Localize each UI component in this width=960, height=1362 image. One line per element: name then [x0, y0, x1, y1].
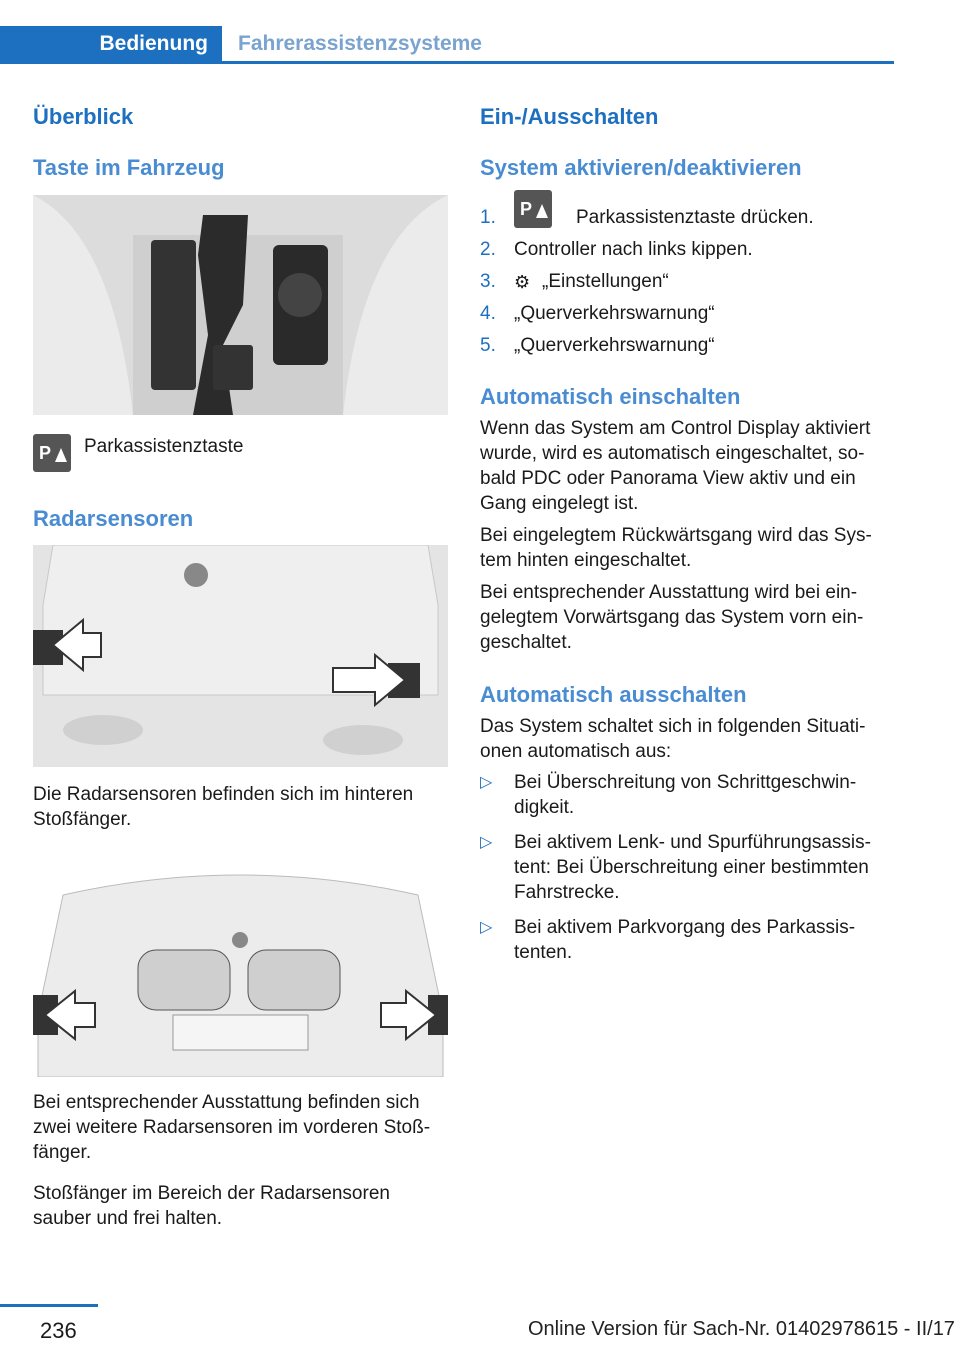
park-assist-icon — [33, 434, 71, 472]
auto-off-intro: Das System schaltet sich in folgenden Situati-onen automatisch aus: — [480, 716, 866, 762]
step-number: 3. — [480, 271, 496, 292]
auto-on-paragraph-1: Wenn das System am Control Display aktiviert wurde, wird es automatisch eingeschaltet, so-bald PDC oder Panorama View aktiv und ein Gang eingelegt ist. — [480, 418, 871, 514]
bullet-text: Bei aktivem Parkvorgang des Parkassis-tenten. — [514, 917, 856, 963]
front-sensor-text: Bei entsprechender Ausstattung befinden sich zwei weitere Radarsensoren im vorderen Stoß-fänger. — [33, 1092, 431, 1163]
icon-caption: Parkassistenztaste — [84, 436, 244, 457]
step-number: 2. — [480, 239, 496, 260]
subheading-radarsensoren: Radarsensoren — [33, 506, 194, 531]
footer-rule — [0, 1304, 98, 1307]
step-text: „Querverkehrswarnung“ — [514, 335, 715, 356]
step-number: 4. — [480, 303, 496, 324]
step-number: 1. — [480, 207, 496, 228]
section-heading-ueberblick: Überblick — [33, 104, 134, 129]
clean-sensors-note: Stoßfänger im Bereich der Radarsensoren sauber und frei halten. — [33, 1183, 390, 1229]
subheading-automatisch-ausschalten: Automatisch ausschalten — [480, 682, 747, 707]
header-rule — [0, 61, 894, 64]
page-number: 236 — [40, 1318, 77, 1343]
svg-text:P: P — [39, 443, 52, 463]
step-text: „Querverkehrswarnung“ — [514, 303, 715, 324]
gear-icon: ⚙ — [514, 272, 531, 292]
triangle-bullet-icon: ▷ — [480, 774, 493, 791]
tab-fahrerassistenzsysteme[interactable]: Fahrerassistenzsysteme — [238, 32, 482, 55]
rear-sensor-text: Die Radarsensoren befinden sich im hinteren Stoßfänger. — [33, 784, 414, 830]
section-heading-ein-ausschalten: Ein-/Ausschalten — [480, 104, 659, 129]
bullet-text: Bei Überschreitung von Schrittgeschwin-digkeit. — [514, 772, 857, 818]
park-assist-icon — [514, 190, 552, 228]
tab-bedienung[interactable]: Bedienung — [0, 26, 222, 62]
triangle-bullet-icon: ▷ — [480, 834, 493, 851]
console-image — [33, 195, 448, 415]
step-text: Parkassistenztaste drücken. — [576, 207, 814, 228]
auto-on-paragraph-3: Bei entsprechender Ausstattung wird bei ein-gelegtem Vorwärtsgang das System vorn ein-geschaltet. — [480, 582, 864, 653]
footer-version: Online Version für Sach-Nr. 01402978615 - II/17 — [528, 1318, 955, 1340]
step-text: Controller nach links kippen. — [514, 239, 753, 260]
subheading-system-aktivieren: System aktivieren/deaktivieren — [480, 155, 802, 180]
triangle-bullet-icon: ▷ — [480, 919, 493, 936]
auto-on-paragraph-2: Bei eingelegtem Rückwärtsgang wird das Sys-tem hinten eingeschaltet. — [480, 525, 872, 571]
front-bumper-image — [33, 855, 448, 1077]
svg-text:P: P — [520, 199, 533, 219]
bullet-text: Bei aktivem Lenk- und Spurführungsassis-tent: Bei Überschreitung einer bestimmten Fahrstrecke. — [514, 832, 871, 903]
subheading-automatisch-einschalten: Automatisch einschalten — [480, 384, 741, 409]
header-tabs — [0, 0, 894, 64]
step-text: „Einstellungen“ — [542, 271, 669, 292]
subheading-taste: Taste im Fahrzeug — [33, 155, 225, 180]
rear-bumper-image — [33, 545, 448, 767]
step-number: 5. — [480, 335, 496, 356]
